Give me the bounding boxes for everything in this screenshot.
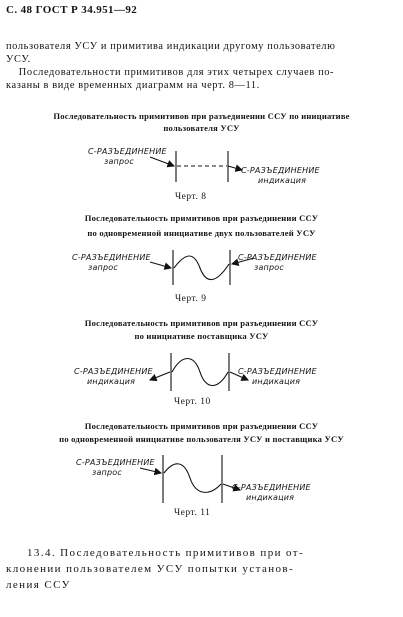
- section-line: клонении пользователем УСУ попытки установ-: [6, 563, 295, 575]
- right-primitive-sublabel: индикация: [258, 176, 307, 185]
- figure-label: Черт. 8: [175, 192, 207, 202]
- diagram-figure-10: [150, 353, 248, 391]
- collision-wave: [164, 464, 221, 493]
- request-arrow-right: [232, 258, 254, 264]
- diagram-figure-8: [150, 151, 242, 182]
- diagram-figure-9: [150, 250, 254, 285]
- diagram-figure-11: [140, 455, 240, 503]
- indication-arrow-left: [150, 372, 170, 380]
- intro-line: казаны в виде временных диаграмм на черт. 8—11.: [6, 80, 260, 91]
- intro-line: УСУ.: [6, 54, 31, 65]
- figure-label: Черт. 9: [175, 294, 207, 304]
- figure-caption: Последовательность примитивов при разъединении ССУ по инициативе: [53, 111, 350, 121]
- left-primitive-label: С-РАЗЪЕДИНЕНИЕ: [74, 367, 153, 376]
- right-primitive-sublabel: запрос: [254, 263, 284, 272]
- right-primitive-sublabel: индикация: [252, 377, 301, 386]
- left-primitive-label: С-РАЗЪЕДИНЕНИЕ: [72, 253, 151, 262]
- collision-wave: [174, 256, 229, 280]
- right-primitive-label: С-РАЗЪЕДИНЕНИЕ: [232, 483, 311, 492]
- figure-label: Черт. 10: [174, 397, 211, 407]
- provider-wave: [172, 359, 228, 386]
- left-primitive-sublabel: запрос: [104, 157, 134, 166]
- left-primitive-label: С-РАЗЪЕДИНЕНИЕ: [88, 147, 167, 156]
- left-primitive-sublabel: запрос: [92, 468, 122, 477]
- figure-caption: Последовательность примитивов при разъединении ССУ: [84, 213, 319, 223]
- request-arrow: [150, 157, 174, 166]
- right-primitive-label: С-РАЗЪЕДИНЕНИЕ: [241, 166, 320, 175]
- right-primitive-label: С-РАЗЪЕДИНЕНИЕ: [238, 253, 317, 262]
- indication-arrow: [223, 484, 240, 490]
- indication-arrow-right: [230, 372, 248, 380]
- request-arrow: [140, 468, 161, 473]
- figure-caption: пользователя УСУ: [163, 123, 240, 133]
- figure-caption: по одновременной инициативе пользователя УСУ и поставщика УСУ: [59, 434, 344, 444]
- figure-caption: по одновременной инициативе двух пользователей УСУ: [87, 228, 316, 238]
- left-primitive-sublabel: запрос: [88, 263, 118, 272]
- left-primitive-sublabel: индикация: [87, 377, 136, 386]
- right-primitive-sublabel: индикация: [246, 493, 295, 502]
- figure-label: Черт. 11: [174, 508, 211, 518]
- page-header: С. 48 ГОСТ Р 34.951—92: [6, 4, 138, 16]
- section-line: ления ССУ: [6, 579, 71, 591]
- figure-caption: Последовательность примитивов при разъединении ССУ: [84, 421, 319, 431]
- intro-line: Последовательности примитивов для этих четырех случаев по-: [6, 67, 335, 78]
- figure-caption: Последовательность примитивов при разъединении ССУ: [84, 318, 319, 328]
- intro-line: пользователя УСУ и примитива индикации другому пользователю: [6, 41, 336, 52]
- section-line: 13.4. Последовательность примитивов при от-: [27, 547, 305, 559]
- figure-caption: по инициативе поставщика УСУ: [134, 331, 269, 341]
- right-primitive-label: С-РАЗЪЕДИНЕНИЕ: [238, 367, 317, 376]
- left-primitive-label: С-РАЗЪЕДИНЕНИЕ: [76, 458, 155, 467]
- request-arrow-left: [150, 262, 171, 268]
- indication-arrow: [228, 166, 242, 170]
